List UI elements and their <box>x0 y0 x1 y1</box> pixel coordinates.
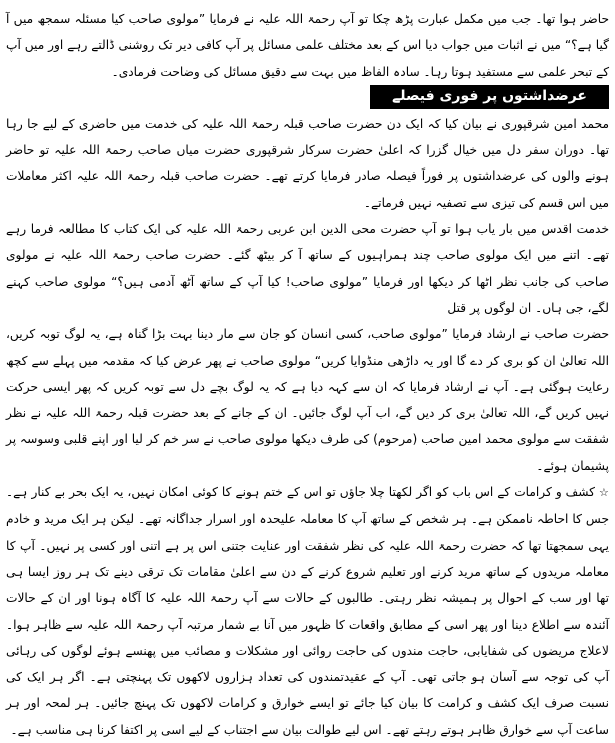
paragraph-1: محمد امین شرقپوری نے بیان کیا کہ ایک دن حضرت صاحب قبلہ رحمۃ اللہ علیہ کی خدمت میں حاضری کے لیے جا رہا تھا۔ دوران سفر دل میں خیال گزرا کہ اعلیٰ حضرت سرکار شرقپوری حضرت میاں صاحب رحمۃ اللہ علیہ تو حاضر ہونے والوں کی عرضداشتوں پر فوراً فیصلہ صادر فرمایا کرتے تھے۔ حضرت صاحب قبلہ رحمۃ اللہ علیہ اکثر معاملات میں اس قسم کی تیزی سے تصفیہ نہیں فرماتے۔ <box>6 116 609 210</box>
section-heading-wrap <box>6 85 609 109</box>
paragraph-4-text: کشف و کرامات کے اس باب کو اگر لکھتا چلا جاؤں تو اس کے ختم ہونے کا کوئی امکان نہیں، یہ ایک بحر بے کنار ہے۔ جس کا احاطہ ناممکن ہے۔ ہر شخص کے ساتھ آپ کا معاملہ علیحدہ اور اسرار جداگانہ تھے۔ لیکن ہر ایک مرید و خادم یہی سمجھتا تھا کہ حضرت رحمۃ اللہ علیہ کی نظر شفقت اور عنایت جتنی اس پر ہے اتنی اور کسی پر نہیں۔ آپ کا معاملہ مریدوں کے ساتھ مرید کرنے اور تعلیم شروع کرنے کے دن سے اعلیٰ مقامات تک ترقی دینے تک ہر روز ایسا ہی تھا اور سب کے احوال پر ہمیشہ نظر رہتی۔ طالبوں کے حالات سے آپ رحمۃ اللہ علیہ کا آگاہ ہونا اور ان کے حالات آئندہ سے اطلاع دینا اور پھر اسی کے مطابق واقعات کا ظہور میں آنا بے شمار مرتبہ آپ رحمۃ اللہ علیہ سے ظاہر ہوا۔ لاعلاج مریضوں کی شفایابی، حاجت مندوں کی حاجت روائی اور مشکلات و مصائب میں پھنسے ہوئے لوگوں کی رہائی آپ کی توجہ سے آسان ہو جاتی تھی۔ آپ کے عقیدتمندوں کی تعداد ہزاروں لاکھوں تک پہنچتی ہے۔ اگر ہر ایک کی نسبت صرف ایک کشف و کرامت کا بیان کیا جائے تو ایسے خوارق و کرامات لاکھوں تک پہنچ جائیں۔ ہر لمحہ اور ہر ساعت آپ سے خوارق ظاہر ہوتے رہتے تھے۔ اس لیے طوالت بیان سے اجتناب کے لیے اسی پر اکتفا کرنا ہی مناسب ہے۔ <box>6 485 609 737</box>
paragraph-2: خدمت اقدس میں بار یاب ہوا تو آپ حضرت محی الدین ابن عربی رحمۃ اللہ علیہ کی ایک کتاب کا مطالعہ فرما رہے تھے۔ اتنے میں ایک مولوی صاحب چند ہمراہیوں کے ساتھ آ کر بیٹھ گئے۔ حضرت صاحب رحمۃ اللہ علیہ نے مولوی صاحب کی جانب نظر اٹھا کر دیکھا اور فرمایا ”مولوی صاحب! کیا آپ کے ساتھ آٹھ آدمی ہیں؟“ مولوی صاحب کہنے لگے، جی ہاں۔ ان لوگوں پر قتل <box>6 222 609 315</box>
section-heading: عرضداشتوں پر فوری فیصلے <box>370 85 609 109</box>
paragraph-intro: حاضر ہوا تھا۔ جب میں مکمل عبارت پڑھ چکا تو آپ رحمۃ اللہ علیہ نے فرمایا ”مولوی صاحب کیا مسئلہ سمجھ میں آ گیا ہے؟“ میں نے اثبات میں جواب دیا اس کے بعد مختلف علمی مسائل پر آپ کافی دیر تک روشنی ڈالتے رہے اور میں آپ کے تبحر علمی سے مستفید ہوتا رہا۔ سادہ الفاظ میں بہت سے دقیق مسائل کی وضاحت فرمادی۔ <box>6 12 609 79</box>
paragraph-3: حضرت صاحب نے ارشاد فرمایا ”مولوی صاحب، کسی انسان کو جان سے مار دینا بہت بڑا گناہ ہے، یہ لوگ توبہ کریں، اللہ تعالیٰ ان کو بری کر دے گا اور یہ داڑھی منڈوایا کریں“ مولوی صاحب نے پھر عرض کیا کہ مقدمہ میں پہلے سے کچھ رعایت ہوگئی ہے۔ آپ نے ارشاد فرمایا کہ ان سے کہہ دیا ہے کہ یہ لوگ بچے دل سے توبہ کریں کہ پھر ایسی حرکت نہیں کریں گے، اللہ تعالیٰ بری کر دیں گے، اب آپ لوگ جائیں۔ ان کے جانے کے بعد حضرت قبلہ رحمۃ اللہ علیہ نے نظر شفقت سے مولوی محمد امین صاحب (مرحوم) کی طرف دیکھا مولوی صاحب نے سر خم کر لیا اور اپنے قلبی وسوسہ پر پشیمان ہوئے۔ <box>6 327 609 473</box>
star-icon: ☆ <box>598 486 609 500</box>
paragraph-4 <box>6 479 609 743</box>
